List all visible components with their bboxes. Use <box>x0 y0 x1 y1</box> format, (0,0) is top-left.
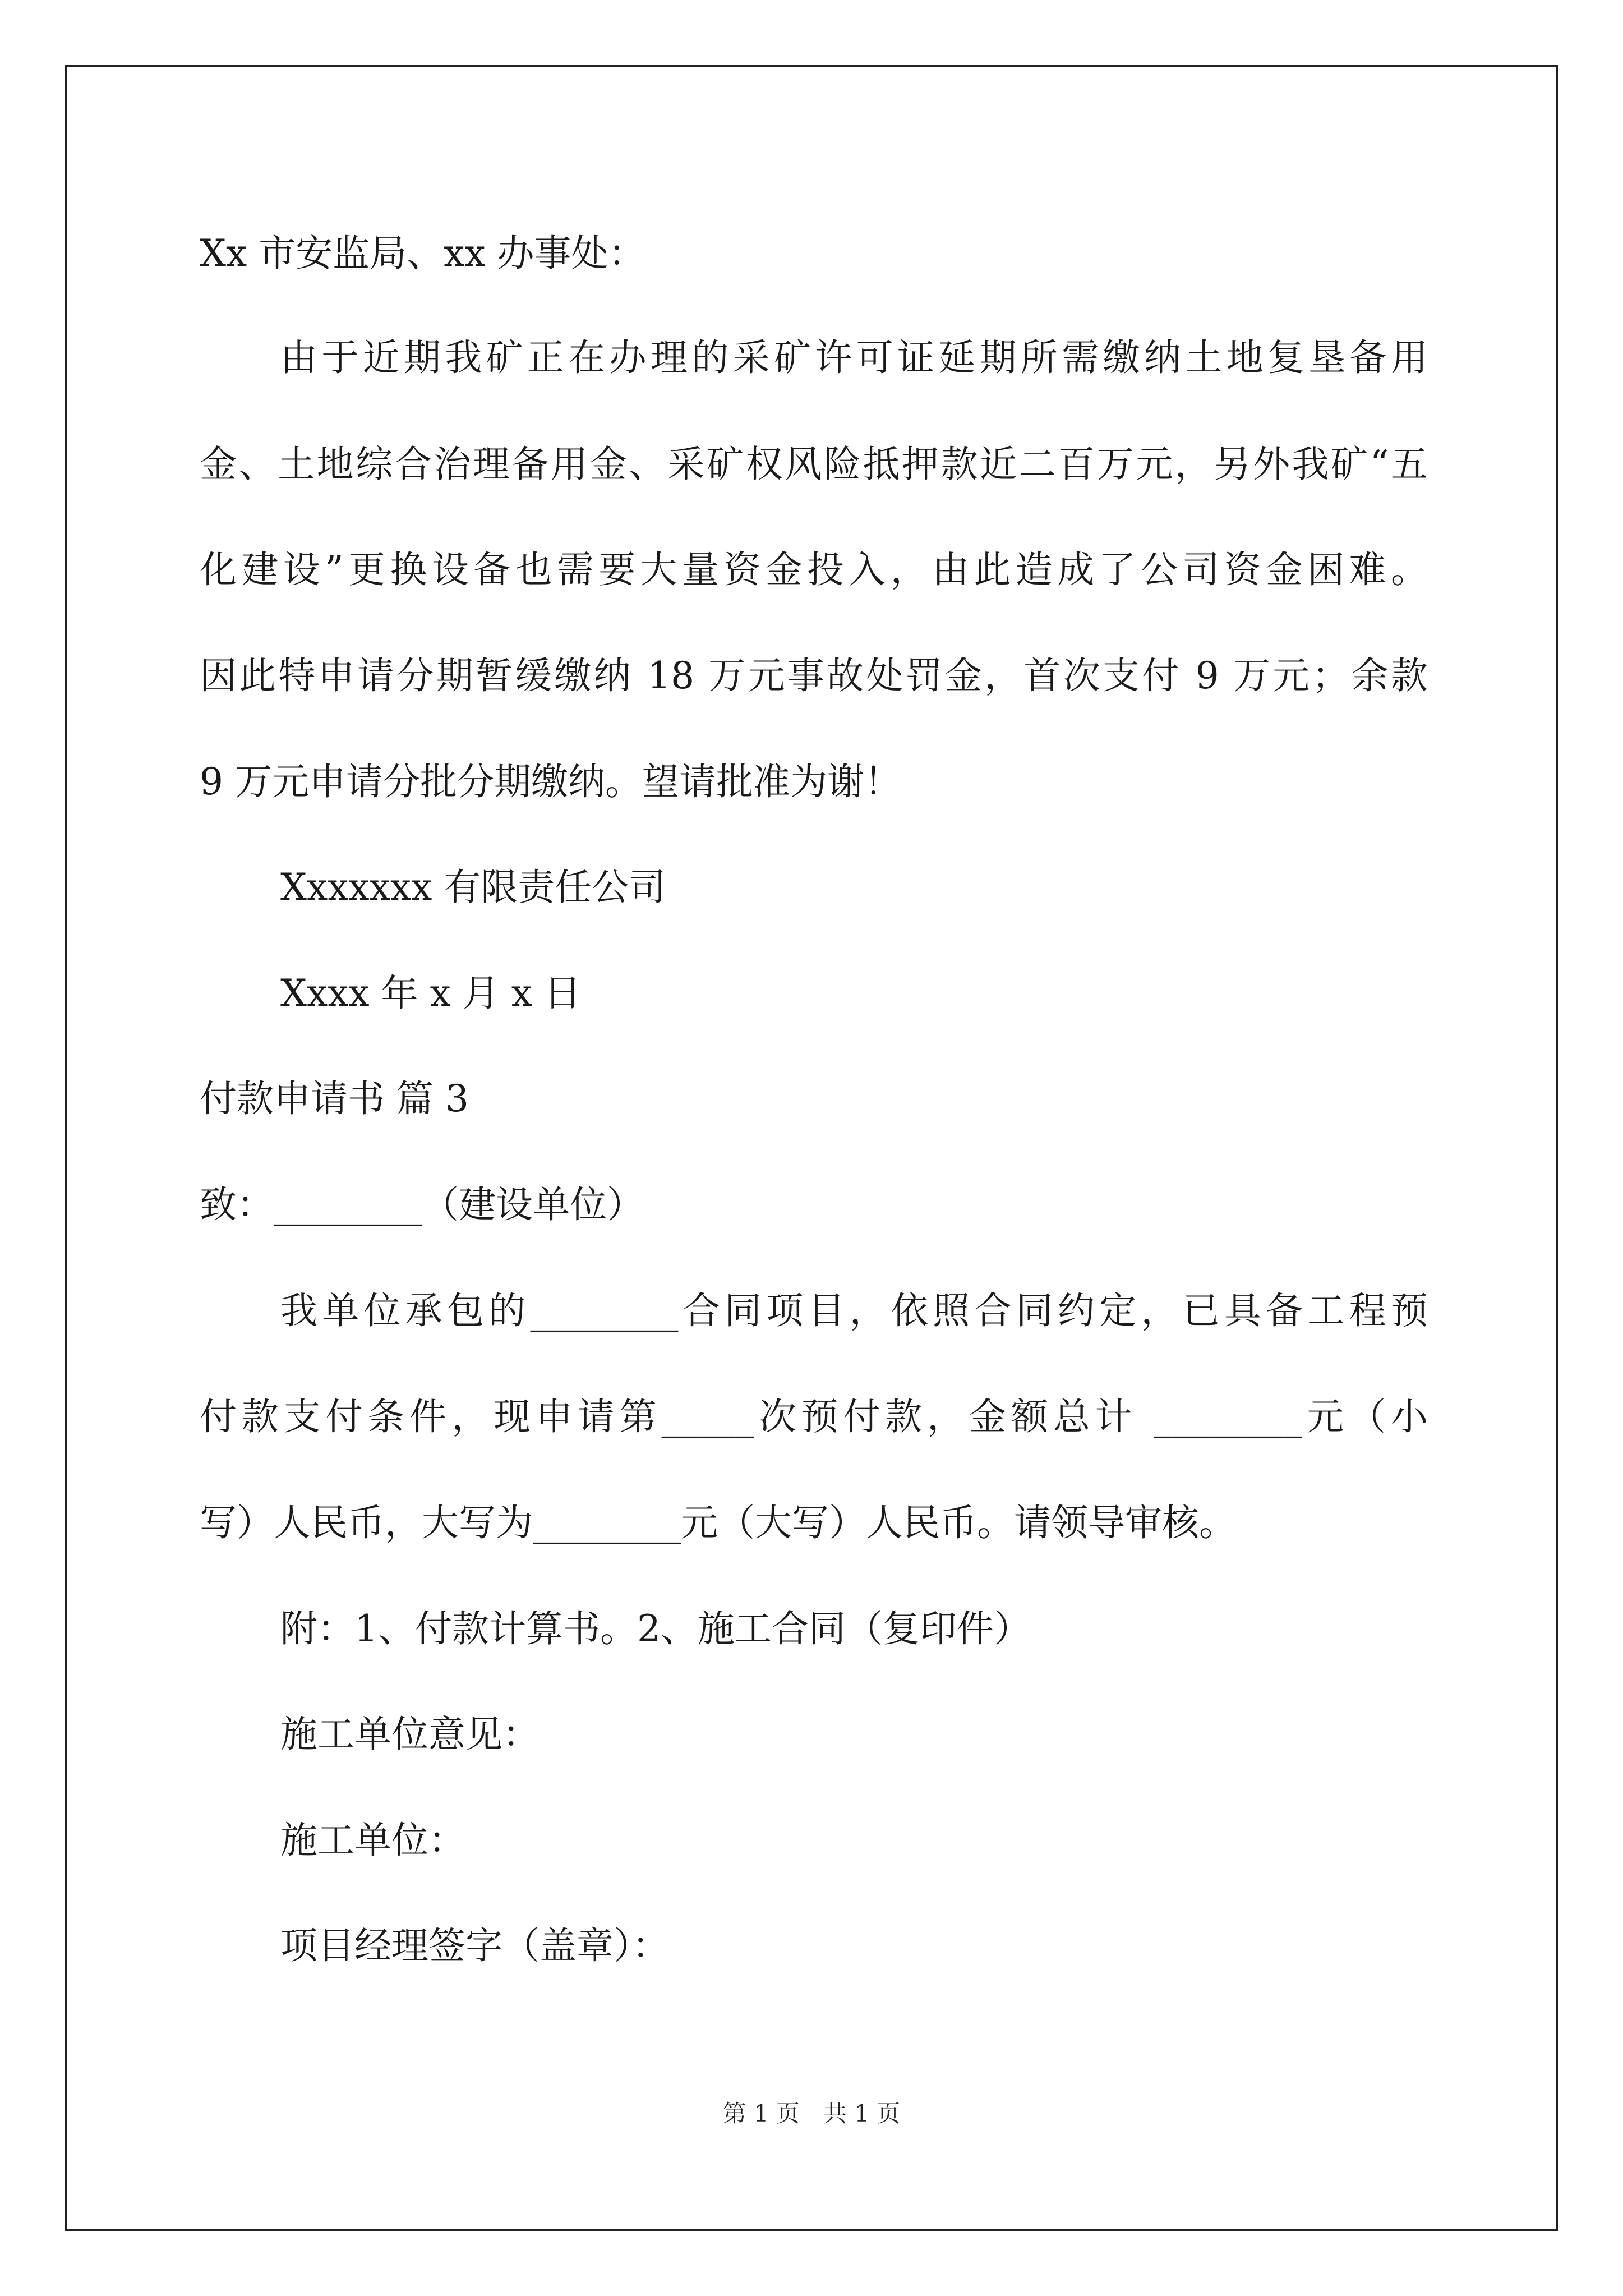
letter-paragraph-line-1: 由于近期我矿正在办理的采矿许可证延期所需缴纳土地复垦备用 <box>280 336 1428 379</box>
contractor-opinion-label: 施工单位意见： <box>280 1713 540 1756</box>
page-border <box>65 65 1558 2231</box>
attachment-line: 附：1、付款计算书。2、施工合同（复印件） <box>280 1607 1031 1650</box>
request-paragraph-line-2: 付款支付条件，现申请第_____次预付款，金额总计 ________元（小 <box>200 1395 1428 1438</box>
request-paragraph-line-3: 写）人民币，大写为________元（大写）人民币。请领导审核。 <box>200 1501 1236 1544</box>
letter-date: Xxxx 年 x 月 x 日 <box>280 972 581 1015</box>
letter-paragraph-line-2: 金、土地综合治理备用金、采矿权风险抵押款近二百万元，另外我矿“五 <box>200 443 1428 486</box>
addressee-line: 致：________（建设单位） <box>200 1183 644 1226</box>
request-paragraph-line-1: 我单位承包的________合同项目，依照合同约定，已具备工程预 <box>280 1289 1428 1332</box>
manager-signature-label: 项目经理签字（盖章）： <box>280 1924 669 1967</box>
page-number: 第 1 页 共 1 页 <box>722 2100 901 2127</box>
company-name: Xxxxxxx 有限责任公司 <box>280 866 666 909</box>
section-title: 付款申请书 篇 3 <box>200 1077 469 1120</box>
letter-paragraph-line-4: 因此特申请分期暂缓缴纳 18 万元事故处罚金，首次支付 9 万元；余款 <box>200 654 1428 697</box>
salutation: Xx 市安监局、xx 办事处： <box>200 232 645 275</box>
letter-paragraph-line-3: 化建设”更换设备也需要大量资金投入，由此造成了公司资金困难。 <box>200 548 1428 591</box>
letter-paragraph-line-5: 9 万元申请分批分期缴纳。望请批准为谢！ <box>200 760 901 803</box>
contractor-unit-label: 施工单位： <box>280 1819 465 1862</box>
